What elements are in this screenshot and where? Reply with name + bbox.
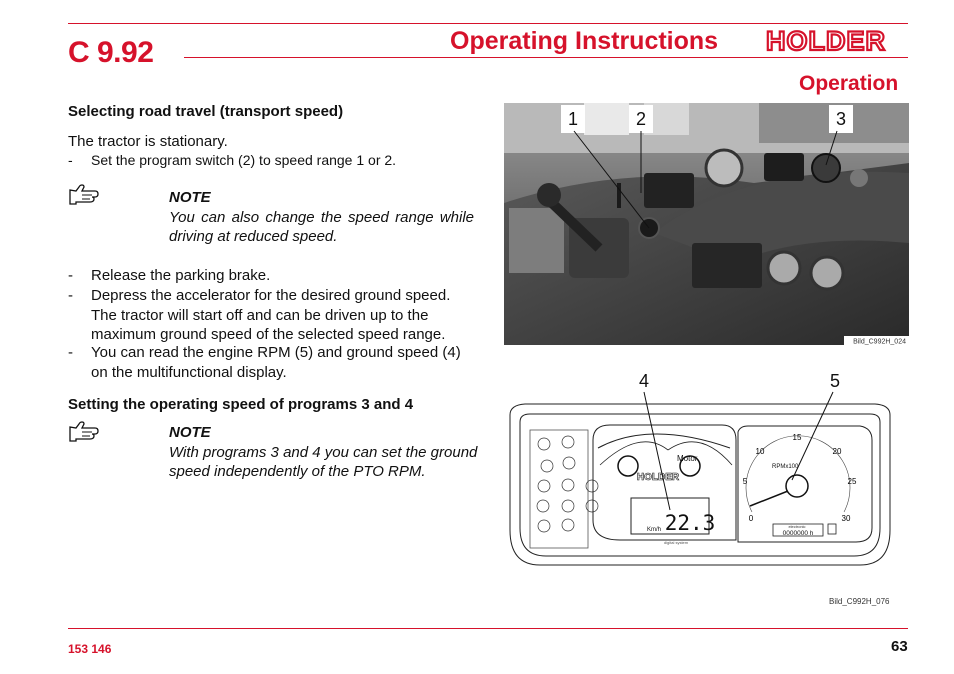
rpm-label: RPMx100: [772, 464, 799, 470]
pointing-hand-icon: [68, 184, 104, 206]
callout-label: 5: [829, 371, 841, 391]
header-bottom-rule: [184, 57, 908, 58]
callout-label: 4: [638, 371, 650, 391]
footer-rule: [68, 628, 908, 629]
dashboard-photo: [504, 103, 909, 345]
list-item: - Set the program switch (2) to speed range 1 or 2.: [68, 152, 397, 168]
document-title: Operating Instructions: [450, 27, 719, 55]
rpm-tick: 0: [748, 514, 754, 523]
note-label: NOTE: [169, 424, 211, 441]
list-item: - Release the parking brake.: [68, 267, 271, 284]
list-item: - Depress the accelerator for the desired ground speed. The tractor will start off and can be driven up to the maximum ground speed of the selected speed range.: [68, 287, 451, 343]
programs-heading: Setting the operating speed of programs 3 and 4: [68, 396, 414, 413]
holder-logo: [750, 27, 902, 55]
page-number: 63: [891, 638, 908, 655]
note-text-line: speed independently of the PTO RPM.: [169, 463, 426, 480]
photo-caption: Bild_C992H_024: [853, 338, 906, 345]
hourglass-icon: [828, 524, 836, 534]
pointing-hand-icon: [68, 421, 104, 443]
instrument-display-drawing: [500, 370, 900, 570]
note-label: NOTE: [169, 189, 211, 206]
callout-label: 1: [567, 109, 579, 129]
display-caption: Bild_C992H_076: [829, 597, 890, 606]
header-top-rule: [68, 23, 908, 24]
road-travel-intro: The tractor is stationary.: [68, 133, 228, 150]
speed-unit: Km/h: [647, 527, 662, 533]
display-brand-text: HOLDER: [636, 472, 680, 483]
rpm-tick: 20: [832, 447, 842, 456]
callout-label: 3: [835, 109, 847, 129]
speed-readout: 22.3: [664, 511, 716, 535]
holder-logo-text: HOLDER: [766, 27, 886, 55]
model-number: C 9.92: [68, 36, 154, 69]
rpm-tick: 5: [742, 477, 748, 486]
hours-label: electronic: [788, 524, 806, 529]
callout-label: 2: [635, 109, 647, 129]
rpm-tick: 10: [755, 447, 765, 456]
document-number: 153 146: [68, 642, 112, 656]
road-travel-heading: Selecting road travel (transport speed): [68, 103, 344, 120]
hours-counter: 0000000 h: [782, 530, 814, 537]
digital-system-label: digital system: [663, 540, 689, 545]
note-text-line: You can also change the speed range while: [169, 209, 474, 226]
rpm-tick: 25: [847, 477, 857, 486]
note-text-line: With programs 3 and 4 you can set the ground: [169, 444, 478, 461]
section-title: Operation: [799, 72, 899, 95]
note-text-line: driving at reduced speed.: [169, 228, 338, 245]
rpm-tick: 30: [841, 514, 851, 523]
rpm-tick: 15: [792, 433, 802, 442]
motor-label: Motor: [677, 454, 698, 463]
list-item: - You can read the engine RPM (5) and ground speed (4) on the multifunctional display.: [68, 344, 461, 381]
